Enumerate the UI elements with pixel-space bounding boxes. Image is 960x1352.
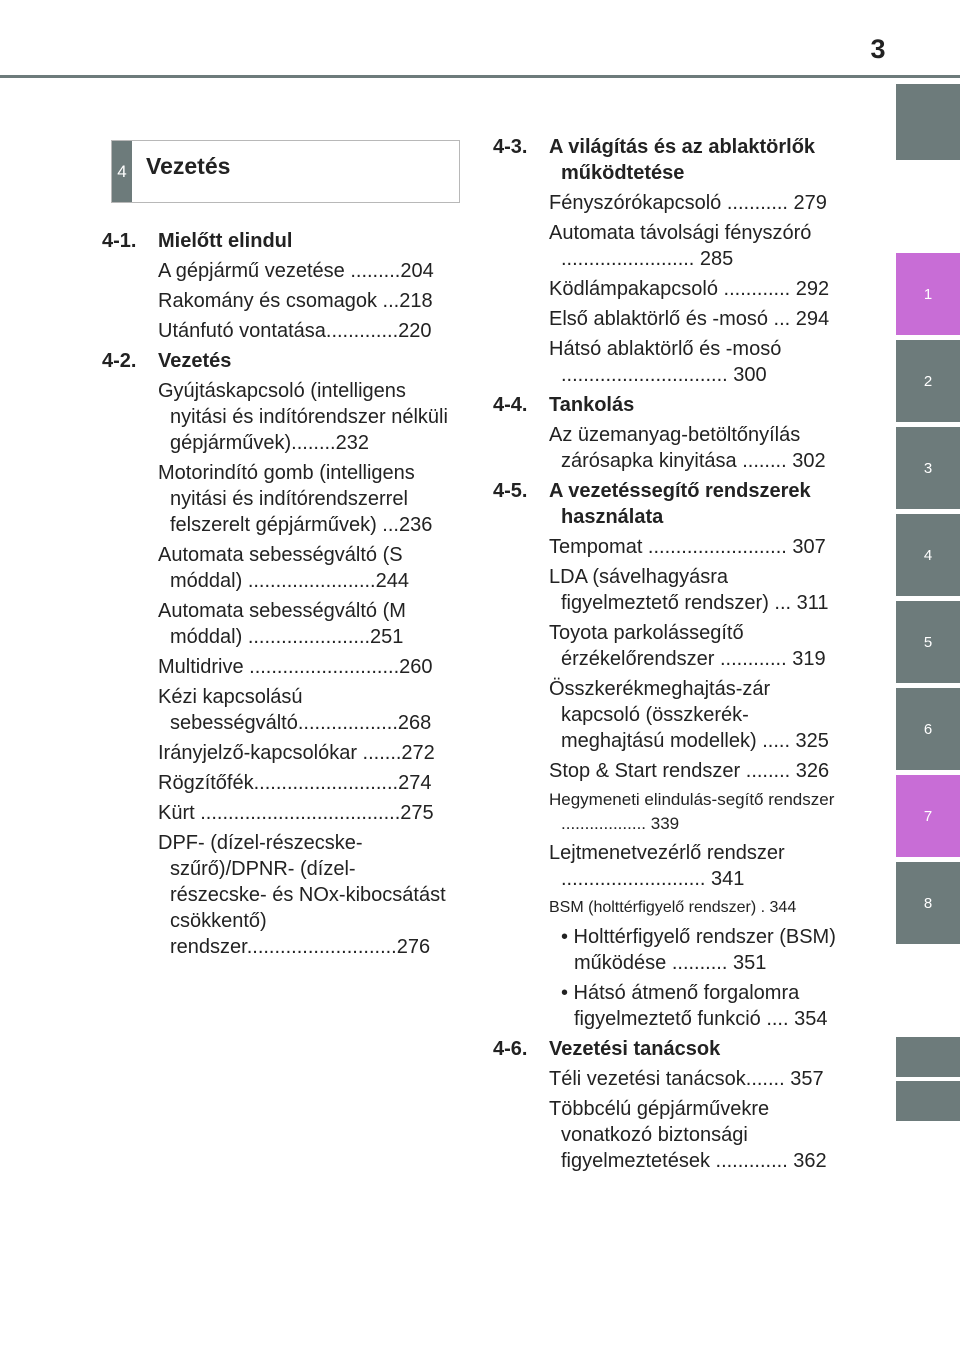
toc-entry[interactable]: Az üzemanyag-betöltőnyílás zárósapka kinyitása ........ 302	[549, 424, 826, 472]
toc-section-4-1[interactable]	[102, 228, 450, 254]
toc-entry[interactable]: Toyota parkolássegítő érzékelőrendszer ............ 319	[549, 622, 826, 670]
section-title: A vezetéssegítő rendszerek használata	[549, 480, 811, 528]
side-tab-label: 6	[923, 720, 933, 738]
toc-entry[interactable]: Ködlámpakapcsoló ............ 292	[549, 278, 830, 300]
section-number: 4-1.	[102, 230, 137, 252]
section-title: Vezetési tanácsok	[549, 1038, 721, 1060]
toc-entry[interactable]: Multidrive ...........................260	[158, 656, 433, 678]
toc-right-column	[493, 134, 843, 1178]
side-tab-3[interactable]	[896, 427, 960, 509]
toc-entry[interactable]: Rakomány és csomagok ...218	[158, 290, 433, 312]
toc-entry[interactable]: Téli vezetési tanácsok....... 357	[549, 1068, 824, 1090]
toc-section-4-5[interactable]	[493, 478, 843, 530]
toc-entry[interactable]: BSM (holttérfigyelő rendszer) . 344	[549, 899, 797, 916]
side-tab-label: 3	[923, 459, 933, 477]
toc-entry[interactable]: LDA (sávelhagyásra figyelmeztető rendszer) ... 311	[549, 566, 829, 614]
toc-entry[interactable]: A gépjármű vezetése .........204	[158, 260, 434, 282]
header-rule	[0, 75, 960, 78]
toc-entry[interactable]: Automata sebességváltó (S móddal) .......................244	[158, 544, 409, 592]
toc-entry[interactable]: Irányjelző-kapcsolókar .......272	[158, 742, 435, 764]
section-title: Mielőtt elindul	[158, 230, 293, 252]
toc-entry[interactable]: Hegymeneti elindulás-segítő rendszer .................. 339	[549, 790, 835, 833]
toc-entry[interactable]: Rögzítőfék..........................274	[158, 772, 432, 794]
toc-subentry[interactable]: • Holttérfigyelő rendszer (BSM) működése .......... 351	[561, 926, 836, 974]
toc-entry[interactable]: Automata távolsági fényszóró ........................ 285	[549, 222, 812, 270]
toc-entry[interactable]: Kürt ....................................275	[158, 802, 434, 824]
toc-section-4-2[interactable]	[102, 348, 450, 374]
toc-section-4-3[interactable]	[493, 134, 843, 186]
toc-entry[interactable]: Lejtmenetvezérlő rendszer .......................... 341	[549, 842, 785, 890]
side-tab-7[interactable]	[896, 775, 960, 857]
section-title: Vezetés	[158, 350, 232, 372]
toc-entry[interactable]: Kézi kapcsolású sebességváltó..................268	[158, 686, 432, 734]
toc-entry[interactable]: Többcélú gépjárművekre vonatkozó biztonsági figyelmeztetések ............. 362	[549, 1098, 827, 1172]
toc-entry[interactable]: Fényszórókapcsoló ........... 279	[549, 192, 827, 214]
toc-subentry[interactable]: • Hátsó átmenő forgalomra figyelmeztető funkció .... 354	[561, 982, 828, 1030]
side-tab-label: 4	[923, 546, 933, 564]
toc-left-column	[102, 228, 450, 964]
side-tab-8[interactable]	[896, 862, 960, 944]
section-number: 4-4.	[493, 394, 528, 416]
toc-entry[interactable]: DPF- (dízel-részecske-szűrő)/DPNR- (dízel-részecske- és NOx-kibocsátást csökkentő) rendszer...........................276	[158, 832, 446, 958]
toc-entry[interactable]: Hátsó ablaktörlő és -mosó .............................. 300	[549, 338, 782, 386]
toc-entry[interactable]: Gyújtáskapcsoló (intelligens nyitási és indítórendszer nélküli gépjárművek)........232	[158, 380, 448, 454]
side-tab-label: 2	[923, 372, 933, 390]
side-tab-6[interactable]	[896, 688, 960, 770]
side-tab-4[interactable]	[896, 514, 960, 596]
section-number: 4-3.	[493, 136, 528, 158]
toc-section-4-4[interactable]	[493, 392, 843, 418]
side-tab-label: 1	[923, 285, 933, 303]
chapter-title: Vezetés	[146, 153, 231, 179]
side-tab-blank-b[interactable]	[896, 1081, 960, 1121]
chapter-number: 4	[112, 141, 132, 202]
side-tab-2[interactable]	[896, 340, 960, 422]
toc-entry[interactable]: Utánfutó vontatása.............220	[158, 320, 432, 342]
toc-entry[interactable]: Motorindító gomb (intelligens nyitási és indítórendszerrel felszerelt gépjárművek) ...236	[158, 462, 433, 536]
side-tab-1[interactable]	[896, 253, 960, 335]
side-tab-blank-top[interactable]	[896, 84, 960, 160]
toc-entry[interactable]: Tempomat ......................... 307	[549, 536, 826, 558]
section-number: 4-6.	[493, 1038, 528, 1060]
toc-entry[interactable]: Első ablaktörlő és -mosó ... 294	[549, 308, 830, 330]
side-tab-label: 5	[923, 633, 933, 651]
section-title: Tankolás	[549, 394, 635, 416]
section-number: 4-2.	[102, 350, 137, 372]
side-tab-blank-a[interactable]	[896, 1037, 960, 1077]
toc-section-4-6[interactable]	[493, 1036, 843, 1062]
side-tab-5[interactable]	[896, 601, 960, 683]
toc-entry[interactable]: Összkerékmeghajtás-zár kapcsoló (összkerék-meghajtású modellek) ..... 325	[549, 678, 829, 752]
section-title: A világítás és az ablaktörlők működtetése	[549, 136, 816, 184]
section-number: 4-5.	[493, 480, 528, 502]
page-number: 3	[870, 34, 886, 64]
toc-entry[interactable]: Automata sebességváltó (M móddal) ......................251	[158, 600, 406, 648]
toc-entry[interactable]: Stop & Start rendszer ........ 326	[549, 760, 830, 782]
side-tab-label: 8	[923, 894, 933, 912]
chapter-heading	[111, 140, 460, 203]
side-tab-label: 7	[923, 807, 933, 825]
